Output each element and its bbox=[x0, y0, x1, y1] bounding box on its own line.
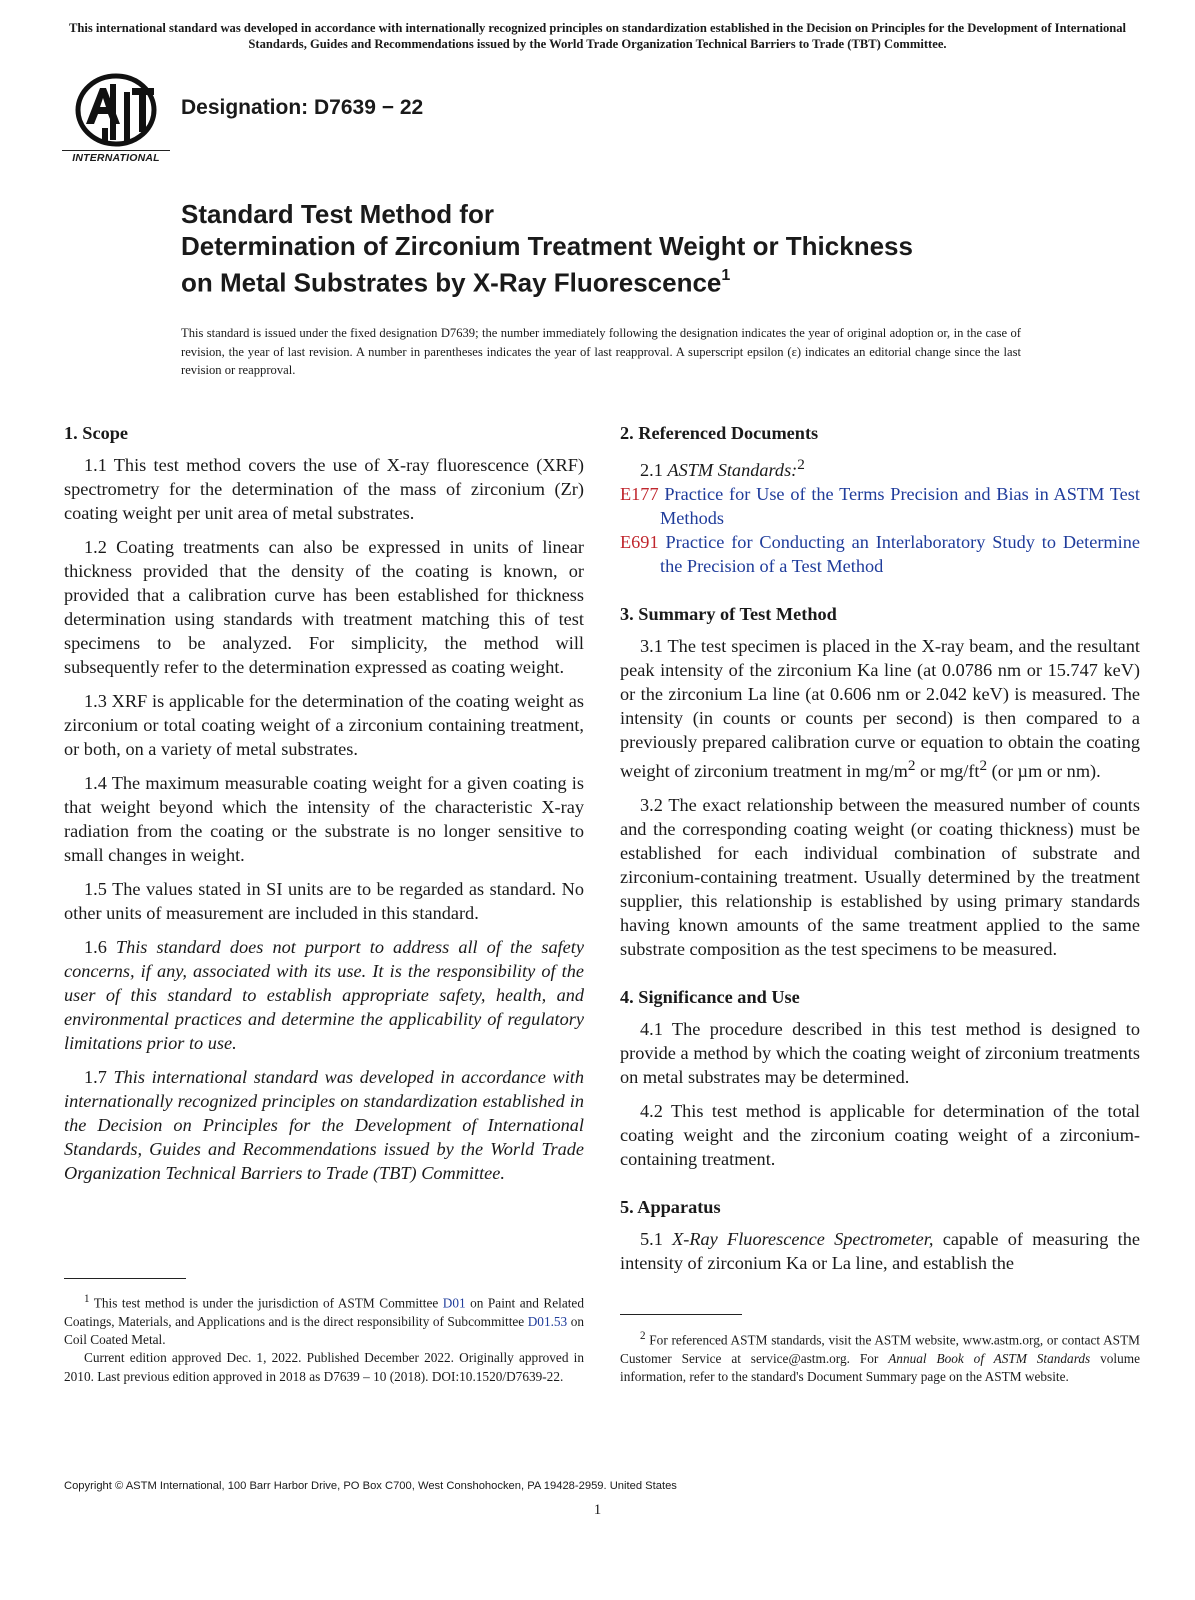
paragraph-number: 1.6 bbox=[84, 937, 107, 957]
astm-logo-icon bbox=[62, 72, 170, 148]
footnote-mark: 1 bbox=[84, 1293, 90, 1305]
paragraph-number: 1.7 bbox=[84, 1067, 107, 1087]
paragraph-number: 1.4 bbox=[84, 773, 107, 793]
paragraph-3-2 bbox=[620, 793, 1140, 961]
paragraph-number: 2.1 bbox=[640, 460, 663, 481]
paragraph-number: 3.1 bbox=[640, 636, 663, 657]
title-footnote-mark: 1 bbox=[721, 267, 731, 284]
paragraph-text: The exact relationship between the measured number of counts and the corresponding coating weight (or coating thickness) must be established for each individual combination of substrate and zirconium-containing treatment. Usually determined by the treatment supplier, this relationship is established by using primary standards having known amounts of the same treatment applied to the same substrate composition as the test specimens to be measured. bbox=[620, 795, 1140, 960]
footnote-mark-2: 2 bbox=[797, 456, 805, 473]
paragraph-text: This standard does not purport to address all of the safety concerns, if any, associated with its use. It is the responsibility of the user of this standard to establish appropriate safety, health, and environmental practices and determine the applicability of regulatory limitations prior to use. bbox=[64, 937, 584, 1053]
title-line-2: Determination of Zirconium Treatment Weight or Thickness bbox=[181, 231, 913, 261]
paragraph-text: The maximum measurable coating weight for a given coating is that weight beyond which the intensity of the characteristic X-ray radiation from the coating or the substrate is no longer sensitive to small changes in weight. bbox=[64, 773, 584, 865]
paragraph-5-1 bbox=[620, 1227, 1140, 1275]
reference-title-link[interactable]: Practice for Use of the Terms Precision and Bias in ASTM Test Methods bbox=[660, 484, 1140, 529]
paragraph-1-2 bbox=[64, 535, 584, 679]
paragraph-number: 1.1 bbox=[84, 455, 107, 475]
reference-code-link[interactable]: E177 bbox=[620, 484, 659, 505]
paragraph-number: 4.2 bbox=[640, 1101, 663, 1122]
paragraph-number: 3.2 bbox=[640, 795, 663, 816]
footnote-1-jurisdiction bbox=[64, 1290, 584, 1349]
footnote-2 bbox=[620, 1327, 1140, 1386]
astm-logo bbox=[62, 72, 170, 164]
right-column bbox=[620, 421, 1140, 1285]
designation: Designation: D7639 − 22 bbox=[181, 96, 424, 119]
superscript: 2 bbox=[907, 757, 916, 775]
paragraph-1-1 bbox=[64, 453, 584, 525]
paragraph-number: 5.1 bbox=[640, 1229, 663, 1250]
footnote-text: For referenced ASTM standards, visit the ASTM website, www.astm.org, or contact ASTM Customer Service at service@astm.org. For bbox=[620, 1332, 1141, 1366]
paragraph-1-6 bbox=[64, 935, 584, 1055]
paragraph-number: 4.1 bbox=[640, 1019, 663, 1040]
paragraph-1-5 bbox=[64, 877, 584, 925]
footnote-mark: 2 bbox=[640, 1330, 646, 1342]
copyright-notice: Copyright © ASTM International, 100 Barr Harbor Drive, PO Box C700, West Conshohocken, PA 19428-2959. United States bbox=[64, 1480, 677, 1492]
paragraph-text: This test method is applicable for determination of the total coating weight and the zirconium coating weight of a zirconium-containing treatment. bbox=[620, 1101, 1140, 1170]
logo-caption: INTERNATIONAL bbox=[62, 150, 170, 164]
section-heading-referenced-documents: 2. Referenced Documents bbox=[620, 423, 819, 443]
paragraph-text: The values stated in SI units are to be regarded as standard. No other units of measurement are included in this standard. bbox=[64, 879, 584, 923]
paragraph-number: 1.2 bbox=[84, 537, 107, 557]
paragraph-text: The procedure described in this test method is designed to provide a method by which the coating weight of zirconium treatments on metal substrates may be determined. bbox=[620, 1019, 1140, 1088]
paragraph-text: The test specimen is placed in the X-ray beam, and the resultant peak intensity of the zirconium Ka line (at 0.0786 nm or 15.747 keV) or the zirconium La line (at 0.606 nm or 2.042 keV) is measured. The intensity (in counts or counts per second) is then compared to a previously prepared calibration curve or equation to obtain the coating weight of zirconium treatment in mg/m bbox=[620, 636, 1140, 782]
paragraph-4-2 bbox=[620, 1099, 1140, 1171]
title-line-1: Standard Test Method for bbox=[181, 199, 494, 229]
section-heading-summary: 3. Summary of Test Method bbox=[620, 604, 837, 625]
paragraph-number: 1.3 bbox=[84, 691, 107, 711]
superscript: 2 bbox=[979, 757, 988, 775]
paragraph-text: (or µm or nm). bbox=[987, 761, 1101, 782]
paragraph-1-7 bbox=[64, 1065, 584, 1185]
paragraph-4-1 bbox=[620, 1017, 1140, 1089]
reference-item[interactable] bbox=[620, 530, 1140, 578]
title-line-3 bbox=[181, 262, 1081, 299]
astm-standards-label: ASTM Standards: bbox=[667, 460, 798, 481]
paragraph-text: or mg/ft bbox=[915, 761, 980, 782]
left-column bbox=[64, 421, 584, 1195]
section-heading-scope: 1. Scope bbox=[64, 423, 128, 443]
referenced-documents-list bbox=[620, 453, 1140, 578]
title-line-3-text: on Metal Substrates by X-Ray Fluorescence bbox=[181, 267, 722, 298]
footnote-divider-right bbox=[620, 1314, 742, 1315]
paragraph-text: XRF is applicable for the determination of the coating weight as zirconium or total coating weight of a zirconium containing treatment, or both, on a variety of metal substrates. bbox=[64, 691, 584, 759]
paragraph-text: capable of measuring the intensity of zirconium Ka or La line, and establish the bbox=[620, 1229, 1140, 1274]
footnote-text: on Paint and Related Coatings, Materials, and Applications and is the direct responsibility of Subcommittee bbox=[64, 1295, 584, 1329]
footnote-divider-left bbox=[64, 1278, 186, 1279]
subcommittee-link[interactable]: D01.53 bbox=[527, 1313, 568, 1329]
paragraph-text: Coating treatments can also be expressed in units of linear thickness provided that the density of the coating is known, or provided that a calibration curve has been established for thickness determination using standards with treatment matching this of test specimens to be analyzed. For simplicity, the method will subsequently refer to the determination expressed as coating weight. bbox=[64, 537, 584, 677]
footnote-1-edition: Current edition approved Dec. 1, 2022. Published December 2022. Originally approved in 2010. Last previous edition approved in 2018 as D7639 – 10 (2018). DOI:10.1520/D7639-22. bbox=[64, 1350, 584, 1384]
paragraph-3-1 bbox=[620, 634, 1140, 783]
reference-item[interactable] bbox=[620, 482, 1140, 530]
paragraph-1-4 bbox=[64, 771, 584, 867]
footnote-text: volume information, refer to the standard's Document Summary page on the ASTM website. bbox=[620, 1350, 1140, 1385]
footnote-text: on Coil Coated Metal. bbox=[64, 1313, 584, 1348]
section-heading-significance: 4. Significance and Use bbox=[620, 987, 800, 1008]
astm-standards-subheading bbox=[620, 453, 1140, 482]
footnote-text: This test method is under the jurisdiction of ASTM Committee bbox=[93, 1295, 443, 1311]
section-heading-apparatus: 5. Apparatus bbox=[620, 1197, 721, 1218]
page-number: 1 bbox=[593, 1502, 602, 1518]
paragraph-text: This international standard was developed in accordance with internationally recognized principles on standardization established in the Decision on Principles for the Development of International Standards, Guides and Recommendations issued by the World Trade Organization Technical Barriers to Trade (TBT) Committee. bbox=[64, 1067, 584, 1183]
footnote-italic-text: Annual Book of ASTM Standards bbox=[888, 1350, 1091, 1366]
committee-link[interactable]: D01 bbox=[442, 1295, 466, 1311]
reference-title-link[interactable]: Practice for Conducting an Interlaboratory Study to Determine the Precision of a Test Method bbox=[660, 532, 1140, 577]
paragraph-text: This test method covers the use of X-ray fluorescence (XRF) spectrometry for the determination of the mass of zirconium (Zr) coating weight per unit area of metal substrates. bbox=[64, 455, 584, 523]
tbt-notice: This international standard was developed in accordance with internationally recognized principles on standardization established in the Decision on Principles for the Development of International Standards, Guides and Recommendations issued by the World Trade Organization Technical Barriers to Trade (TBT) Committee. bbox=[68, 21, 1127, 51]
paragraph-label: X-Ray Fluorescence Spectrometer, bbox=[672, 1229, 934, 1250]
issue-note: This standard is issued under the fixed designation D7639; the number immediately following the designation indicates the year of original adoption or, in the case of revision, the year of last revision. A number in parentheses indicates the year of last reapproval. A superscript epsilon (ε) indicates an editorial change since the last revision or reapproval. bbox=[181, 326, 1021, 377]
footnote-2-text bbox=[620, 1327, 1140, 1386]
footnote-1 bbox=[64, 1290, 584, 1386]
paragraph-1-3 bbox=[64, 689, 584, 761]
paragraph-number: 1.5 bbox=[84, 879, 107, 899]
reference-code-link[interactable]: E691 bbox=[620, 532, 659, 553]
document-title bbox=[181, 198, 1081, 299]
